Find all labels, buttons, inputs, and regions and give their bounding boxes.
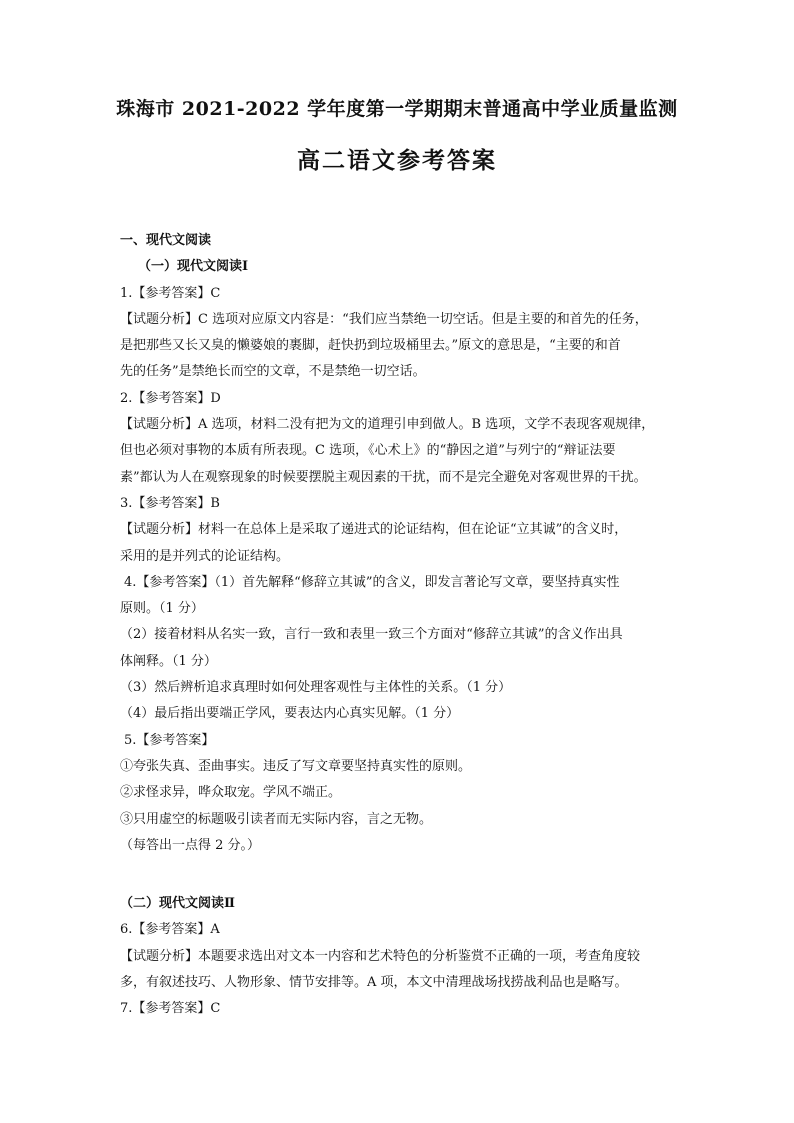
q5-answer-line: （每答出一点得 2 分。） bbox=[120, 837, 261, 853]
q5-answer-line: ②求怪求异，哗众取宠。学风不端正。 bbox=[120, 785, 342, 801]
q5-answer: 5.【参考答案】 bbox=[124, 732, 215, 748]
subsection-heading-1: （一）现代文阅读Ⅰ bbox=[138, 259, 249, 275]
section-gap bbox=[120, 859, 680, 891]
q2-analysis-line: 【试题分析】A 选项，材料二没有把为文的道理引申到做人。B 选项，文学不表现客观规律， bbox=[120, 417, 655, 433]
q4-answer-line: （4）最后指出要端正学风，要表达内心真实见解。（1 分） bbox=[120, 706, 460, 722]
document-title: 珠海市 2021-2022 学年度第一学期期末普通高中学业质量监测 bbox=[116, 98, 678, 120]
q1-analysis-line: 先的任务”是禁绝长而空的文章，不是禁绝一切空话。 bbox=[120, 364, 426, 380]
section-heading-modern-reading: 一、现代文阅读 bbox=[120, 233, 212, 248]
q4-answer-line: 体阐释。（1 分） bbox=[120, 653, 217, 669]
q7-answer: 7.【参考答案】C bbox=[120, 1001, 221, 1017]
q4-answer-line: 4.【参考答案】（1）首先解释“修辞立其诚”的含义，即发言著论写文章，要坚持真实性 bbox=[124, 574, 620, 590]
q6-answer: 6.【参考答案】A bbox=[120, 922, 220, 938]
q4-answer-line: （2）接着材料从名实一致，言行一致和表里一致三个方面对“修辞立其诚”的含义作出具 bbox=[120, 627, 623, 643]
q6-analysis-line: 多，有叙述技巧、人物形象、情节安排等。A 项，本文中清理战场找捞战利品也是略写。 bbox=[120, 975, 628, 991]
q6-analysis-line: 【试题分析】本题要求选出对文本一内容和艺术特色的分析鉴赏不正确的一项，考查角度较 bbox=[120, 948, 641, 964]
q3-analysis-line: 【试题分析】材料一在总体上是采取了递进式的论证结构，但在论证“立其诚”的含义时， bbox=[120, 522, 628, 538]
q2-analysis-line: 但也必须对事物的本质有所表现。C 选项，《心术上》的“静因之道”与列宁的“辩证法要 bbox=[120, 443, 616, 459]
q5-answer-line: ③只用虚空的标题吸引读者而无实际内容，言之无物。 bbox=[120, 811, 433, 827]
q1-analysis-line: 是把那些又长又臭的懒婆娘的裹脚，赶快扔到垃圾桶里去。”原文的意思是，“主要的和首 bbox=[120, 338, 621, 354]
q1-answer: 1.【参考答案】C bbox=[120, 285, 221, 301]
q4-answer-line: （3）然后辨析追求真理时如何处理客观性与主体性的关系。（1 分） bbox=[120, 680, 512, 696]
q1-analysis-line: 【试题分析】C 选项对应原文内容是：“我们应当禁绝一切空话。但是主要的和首先的任务， bbox=[120, 311, 648, 327]
q5-answer-line: ①夸张失真、歪曲事实。违反了写文章要坚持真实性的原则。 bbox=[120, 758, 472, 774]
q3-answer: 3.【参考答案】B bbox=[120, 495, 220, 511]
q3-analysis-line: 采用的是并列式的论证结构。 bbox=[120, 548, 290, 564]
q2-analysis-line: 素”都认为人在观察现象的时候要摆脱主观因素的干扰，而不是完全避免对客观世界的干扰。 bbox=[120, 469, 647, 485]
subsection-heading-2: （二）现代文阅读Ⅱ bbox=[120, 896, 235, 912]
q4-answer-line: 原则。（1 分） bbox=[120, 601, 204, 617]
q2-answer: 2.【参考答案】D bbox=[120, 390, 221, 406]
document-subtitle: 高二语文参考答案 bbox=[297, 147, 497, 174]
answer-body bbox=[120, 228, 680, 1023]
